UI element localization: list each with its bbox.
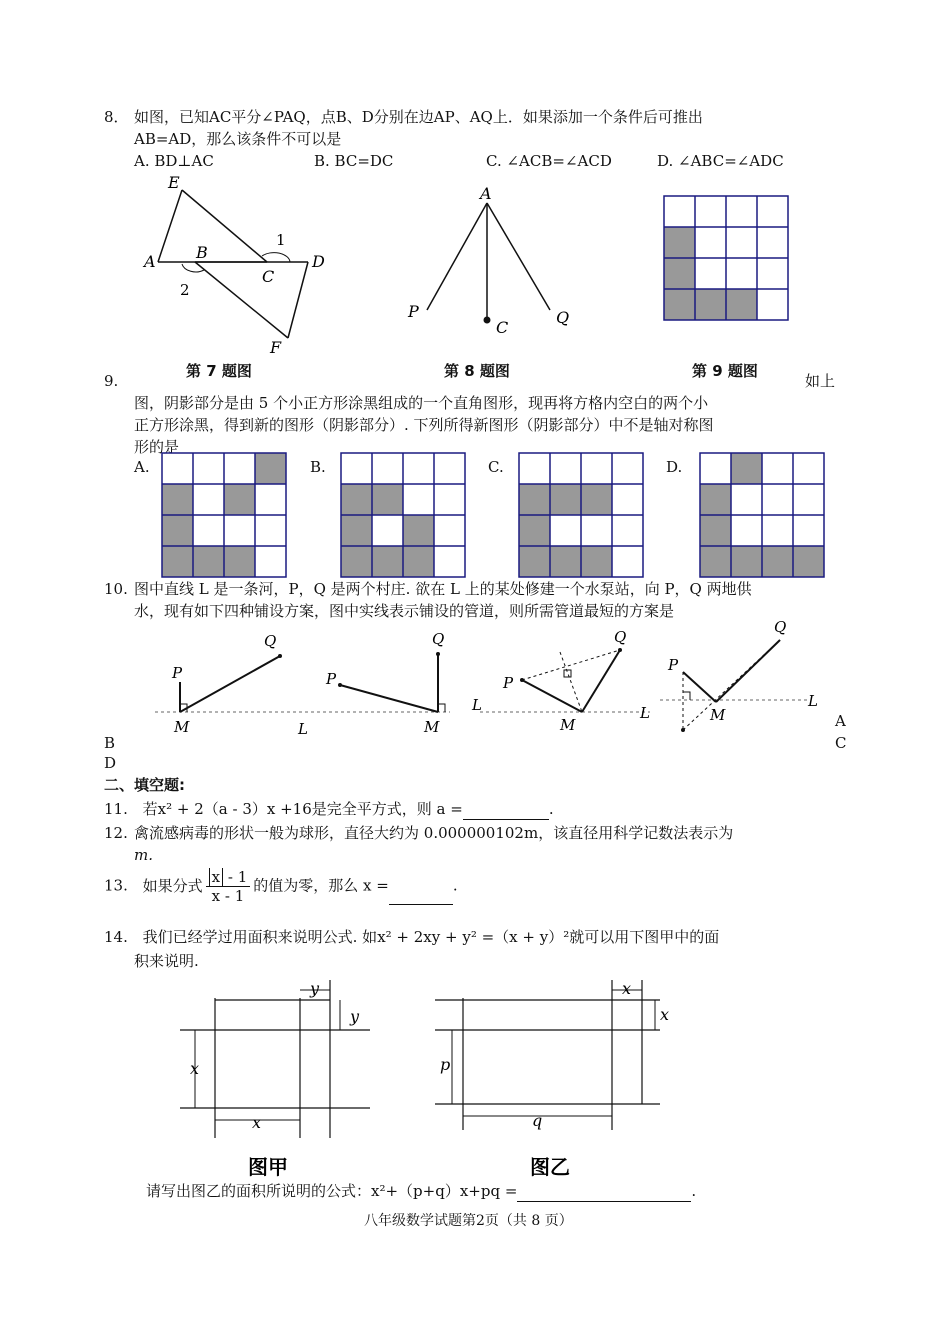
q10-number: 10. (104, 580, 128, 598)
fig8-label-p: P (408, 302, 419, 321)
fig7-label-f: F (270, 338, 282, 357)
q10-p2-label-p: P (326, 670, 337, 688)
q8-option-b: B. BC=DC (314, 152, 394, 170)
q9-option-b: B. (310, 458, 326, 476)
q14-ask-line (146, 1180, 696, 1202)
q14-answer-blank[interactable] (517, 1201, 691, 1202)
fig7-label-c: C (262, 267, 275, 286)
fig9-caption: 第 9 题图 (692, 362, 758, 380)
yi-label-p: p (440, 1055, 451, 1074)
fig8-ray-aq (487, 203, 550, 310)
yi-label-x-right: x (660, 1005, 670, 1024)
q14-line1a: 我们已经学过用面积来说明公式. 如 (142, 928, 378, 946)
figure-7 (140, 170, 340, 360)
fig7-label-a: A (144, 252, 156, 271)
q10-p1-label-m: M (174, 718, 190, 736)
q14-formula: x² + 2xy + y² =（x + y）² (377, 928, 570, 946)
section2-title: 二、填空题: (104, 776, 185, 794)
jia-label-y-top: y (310, 979, 320, 998)
q10-p1-label-p: P (172, 664, 183, 682)
q10-p4-label-l: L (808, 692, 818, 710)
q8-option-a: A. BD⊥AC (134, 152, 214, 170)
yi-label-x-top: x (622, 979, 632, 998)
q14-line1b: 就可以用下图甲中的面 (569, 928, 720, 946)
q10-p4-label-m: M (710, 706, 726, 724)
q9-line2: 正方形涂黑，得到新的图形（阴影部分）. 下列所得新图形（阴影部分）中不是轴对称图 (134, 416, 714, 434)
q9-number: 9. (104, 372, 119, 390)
fig7-line-ec (182, 190, 267, 262)
q10-p2-label-m: M (424, 718, 440, 736)
q10-p2-label-q: Q (432, 630, 445, 648)
jia-label-x-bottom: x (252, 1113, 262, 1132)
q9-tail: 如上 (805, 372, 836, 390)
q9-grid-d (700, 453, 824, 577)
q14-line2: 积来说明. (134, 952, 199, 970)
q9-option-a: A. (134, 458, 150, 476)
q13-end: . (452, 876, 458, 895)
fig7-caption: 第 7 题图 (186, 362, 252, 380)
figure-8 (400, 185, 580, 345)
q9-line1: 图，阴影部分是由 5 个小正方形涂黑组成的一个直角图形，现再将方格内空白的两个小 (134, 394, 709, 412)
q10-panel-1 (155, 632, 450, 738)
q13-post: 的值为零，那么 x = (253, 876, 389, 895)
q10-option-c: C (835, 734, 847, 752)
q12-line2: m. (134, 846, 153, 864)
fig7-line-ea (158, 190, 182, 262)
q11-end: . (548, 800, 554, 818)
q9-option-c: C. (488, 458, 504, 476)
q10-option-b: B (104, 734, 116, 752)
q8-option-d: D. ∠ABC=∠ADC (657, 152, 784, 170)
q10-p3-label-l: L (472, 696, 482, 714)
q12-line1: 禽流感病毒的形状一般为球形，直径大约为 0.000000102m，该直径用科学记数法表示为 (134, 824, 734, 842)
q9-line3: 形的是 (134, 438, 180, 456)
q10-line2: 水，现有如下四种铺设方案，图中实线表示铺设的管道，则所需管道最短的方案是 (134, 602, 675, 620)
q10-panel-2 (325, 630, 445, 736)
yi-caption: 图乙 (530, 1155, 570, 1179)
q14-end: . (691, 1182, 697, 1200)
fig8-ray-ap (427, 203, 487, 310)
fig8-caption: 第 8 题图 (444, 362, 510, 380)
q10-option-d: D (104, 754, 117, 772)
fig7-label-2: 2 (180, 281, 190, 299)
fig8-point-c (484, 317, 491, 324)
q10-figures (150, 620, 840, 740)
q8-line1: 如图，已知AC平分∠PAQ，点B、D分别在边AP、AQ上．如果添加一个条件后可推出 (134, 108, 703, 126)
q10-line1: 图中直线 L 是一条河，P，Q 是两个村庄. 欲在 L 上的某处修建一个水泵站，向 P，Q 两地供 (134, 580, 752, 598)
figure-9-grid (664, 196, 788, 320)
q9-grid-a (162, 453, 286, 577)
q11-pre: 若 (142, 800, 158, 818)
q10-p3-label-m: M (560, 716, 576, 734)
page-footer: 八年级数学试题第2页（共 8 页） (364, 1213, 573, 1229)
q10-option-a: A (835, 712, 846, 730)
jia-label-y-right: y (350, 1007, 360, 1026)
q13-abs-x: x (209, 868, 223, 886)
fig7-label-1: 1 (276, 231, 286, 249)
q14-number: 14. (104, 928, 128, 946)
q11-number: 11. (104, 800, 128, 818)
q11 (104, 798, 554, 820)
jia-caption: 图甲 (248, 1155, 288, 1179)
q11-post: 是完全平方式，则 a = (311, 800, 463, 818)
jia-label-x-left: x (190, 1059, 200, 1078)
fig7-label-b: B (196, 243, 208, 262)
q10-p3-label-q: Q (614, 628, 627, 646)
q8-option-c: C. ∠ACB=∠ACD (486, 152, 612, 170)
fig7-angle-2 (182, 264, 204, 272)
q14-line1 (104, 926, 719, 948)
q11-answer-blank[interactable] (463, 819, 549, 820)
fig8-label-a: A (480, 184, 492, 203)
q8-number: 8． (104, 108, 129, 126)
yi-label-q: q (532, 1111, 543, 1130)
q10-p1-label-q: Q (264, 632, 277, 650)
q14-ask: 请写出图乙的面积所说明的公式：x²+（p+q）x+pq = (146, 1182, 518, 1200)
fig8-label-c: C (496, 318, 509, 337)
q13-pre: 如果分式 (142, 876, 203, 895)
q9-grid-c (519, 453, 643, 577)
q13 (104, 868, 458, 905)
q10-p3-label-l2: L (640, 704, 650, 722)
q9-grid-b (341, 453, 465, 577)
q11-formula: x² + 2（a - 3）x +16 (157, 800, 312, 818)
q13-number: 13. (104, 876, 128, 895)
q10-panel-3 (471, 628, 650, 734)
q9-option-d: D. (666, 458, 683, 476)
figure-jia (170, 970, 400, 1180)
q10-p4-label-q: Q (774, 618, 787, 636)
q13-num-tail: - 1 (223, 868, 248, 886)
q10-panel-4 (660, 618, 818, 732)
q10-p4-label-p: P (668, 656, 679, 674)
fig8-label-q: Q (556, 308, 570, 327)
q13-denominator: x - 1 (211, 887, 245, 905)
q10-p1-label-l: L (298, 720, 308, 738)
fig7-label-e: E (168, 173, 180, 192)
q8-line2: AB=AD，那么该条件不可以是 (134, 130, 342, 148)
q12-number: 12. (104, 824, 128, 842)
figure-yi (430, 970, 680, 1180)
q13-fraction (206, 868, 251, 905)
fig7-line-df (288, 262, 308, 338)
fig7-label-d: D (312, 252, 325, 271)
q10-p3-label-p: P (503, 674, 514, 692)
q13-answer-blank[interactable] (389, 904, 453, 905)
